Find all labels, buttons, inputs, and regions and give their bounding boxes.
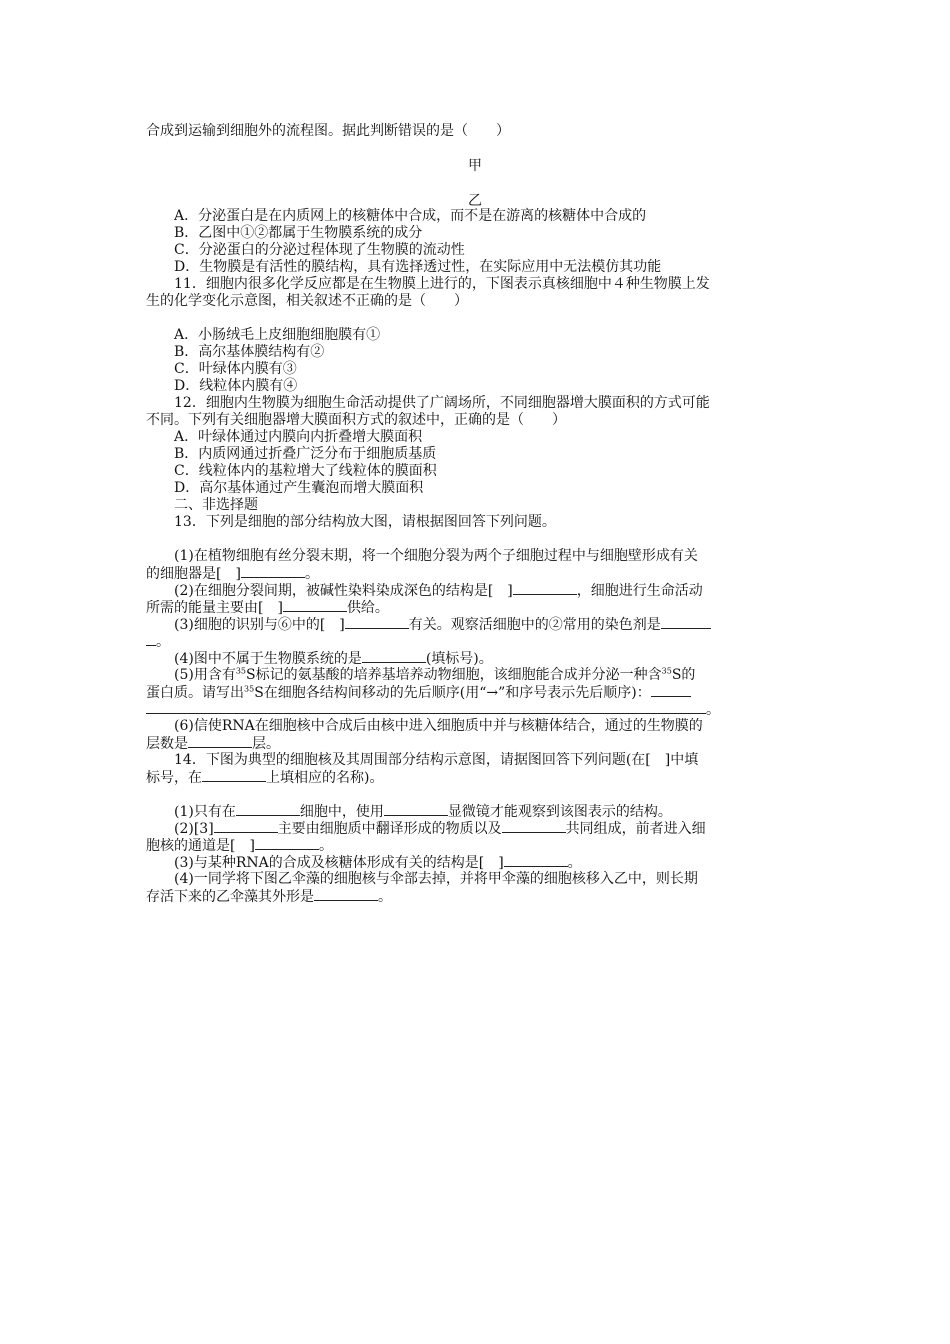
q14-part-4: (4)一同学将下图乙伞藻的细胞核与伞部去掉，并将甲伞藻的细胞核移入乙中，则长期 (174, 871, 698, 887)
q14-part-1: (1)只有在 细胞中，使用 显微镜才能观察到该图表示的结构。 (174, 804, 672, 820)
question-11-stem-cont: 生的化学变化示意图，相关叙述不正确的是（ ） (146, 293, 468, 309)
question-12-stem-cont: 不同。下列有关细胞器增大膜面积方式的叙述中，正确的是（ ） (146, 412, 566, 428)
question-10-stem-tail: 合成到运输到细胞外的流程图。据此判断错误的是（ ） (146, 123, 510, 139)
q13-part-3: (3)细胞的识别与⑥中的[ ] 有关。观察活细胞中的②常用的染色剂是 (174, 616, 711, 634)
answer-blank[interactable] (513, 582, 577, 595)
section-heading: 二、非选择题 (174, 497, 258, 513)
answer-blank[interactable] (255, 837, 319, 850)
answer-blank[interactable] (214, 820, 278, 833)
q14-part-4-cont: 存活下来的乙伞藻其外形是 。 (146, 889, 392, 905)
answer-blank[interactable] (504, 854, 568, 867)
answer-blank[interactable] (146, 633, 156, 646)
q13-part-5: (5)用含有$^{35}$S标记的氨基酸的培养基培养动物细胞，该细胞能合成并分泌一种含$^{35}$S的 (174, 666, 696, 683)
answer-blank[interactable] (146, 701, 706, 714)
question-13-stem: 13．下列是细胞的部分结构放大图，请根据图回答下列问题。 (174, 514, 556, 530)
figure-label-yi: 乙 (468, 193, 482, 209)
answer-blank[interactable] (362, 650, 426, 663)
answer-blank[interactable] (384, 803, 448, 816)
q13-part-6: (6)信使RNA在细胞核中合成后由核中进入细胞质中并与核糖体结合，通过的生物膜的 (174, 718, 703, 734)
answer-blank[interactable] (661, 616, 711, 629)
q13-part-4: (4)图中不属于生物膜系统的是 (填标号)。 (174, 651, 493, 667)
q14-part-3: (3)与某种RNA的合成及核糖体形成有关的结构是[ ] 。 (174, 855, 582, 871)
q11-option-d: D．线粒体内膜有④ (174, 378, 298, 394)
q10-option-c: C．分泌蛋白的分泌过程体现了生物膜的流动性 (174, 242, 465, 258)
q14-part-2-cont: 胞核的通道是[ ] 。 (146, 838, 333, 854)
q13-part-5-cont: 蛋白质。请写出$^{35}$S在细胞各结构间移动的先后顺序(用“→”和序号表示先后顺序)： (146, 684, 691, 702)
answer-blank[interactable] (188, 735, 252, 748)
answer-blank[interactable] (241, 565, 305, 578)
q12-option-c: C．线粒体内的基粒增大了线粒体的膜面积 (174, 463, 437, 479)
q13-part-6-cont: 层数是 层。 (146, 736, 280, 752)
q12-option-b: B．内质网通过折叠广泛分布于细胞质基质 (174, 446, 437, 462)
q11-option-b: B．高尔基体膜结构有② (174, 344, 325, 360)
answer-blank[interactable] (236, 803, 300, 816)
q12-option-a: A．叶绿体通过内膜向内折叠增大膜面积 (174, 429, 423, 445)
question-14-stem: 14．下图为典型的细胞核及其周围部分结构示意图，请据图回答下列问题(在[ ]中填 (174, 752, 699, 768)
answer-blank[interactable] (314, 888, 378, 901)
q13-part-2: (2)在细胞分裂间期，被碱性染料染成深色的结构是[ ] ，细胞进行生命活动 (174, 583, 703, 599)
q11-option-c: C．叶绿体内膜有③ (174, 361, 297, 377)
question-11-stem: 11．细胞内很多化学反应都是在生物膜上进行的，下图表示真核细胞中４种生物膜上发 (174, 276, 710, 292)
q13-part-2-cont: 所需的能量主要由[ ] 供给。 (146, 600, 389, 616)
question-12-stem: 12．细胞内生物膜为细胞生命活动提供了广阔场所，不同细胞器增大膜面积的方式可能 (174, 395, 710, 411)
question-14-stem-cont: 标号，在 上填相应的名称)。 (146, 770, 384, 786)
q13-part-1-cont: 的细胞器是[ ] 。 (146, 566, 319, 582)
answer-blank[interactable] (202, 769, 266, 782)
q13-part-5-answer: 。 (146, 701, 720, 719)
q10-option-a: A．分泌蛋白是在内质网上的核糖体中合成，而不是在游离的核糖体中合成的 (174, 208, 647, 224)
answer-blank[interactable] (651, 684, 691, 697)
q13-part-1: (1)在植物细胞有丝分裂末期，将一个细胞分裂为两个子细胞过程中与细胞壁形成有关 (174, 548, 698, 564)
answer-blank[interactable] (502, 820, 566, 833)
answer-blank[interactable] (283, 599, 347, 612)
q11-option-a: A．小肠绒毛上皮细胞细胞膜有① (174, 327, 381, 343)
figure-label-jia: 甲 (468, 158, 482, 174)
q10-option-d: D．生物膜是有活性的膜结构，具有选择透过性，在实际应用中无法模仿其功能 (174, 259, 662, 275)
q13-part-3-cont: 。 (146, 633, 170, 651)
q12-option-d: D．高尔基体通过产生囊泡而增大膜面积 (174, 480, 424, 496)
q10-option-b: B．乙图中①②都属于生物膜系统的成分 (174, 225, 423, 241)
answer-blank[interactable] (345, 616, 409, 629)
q14-part-2: (2)[3] 主要由细胞质中翻译形成的物质以及 共同组成，前者进入细 (174, 821, 706, 837)
